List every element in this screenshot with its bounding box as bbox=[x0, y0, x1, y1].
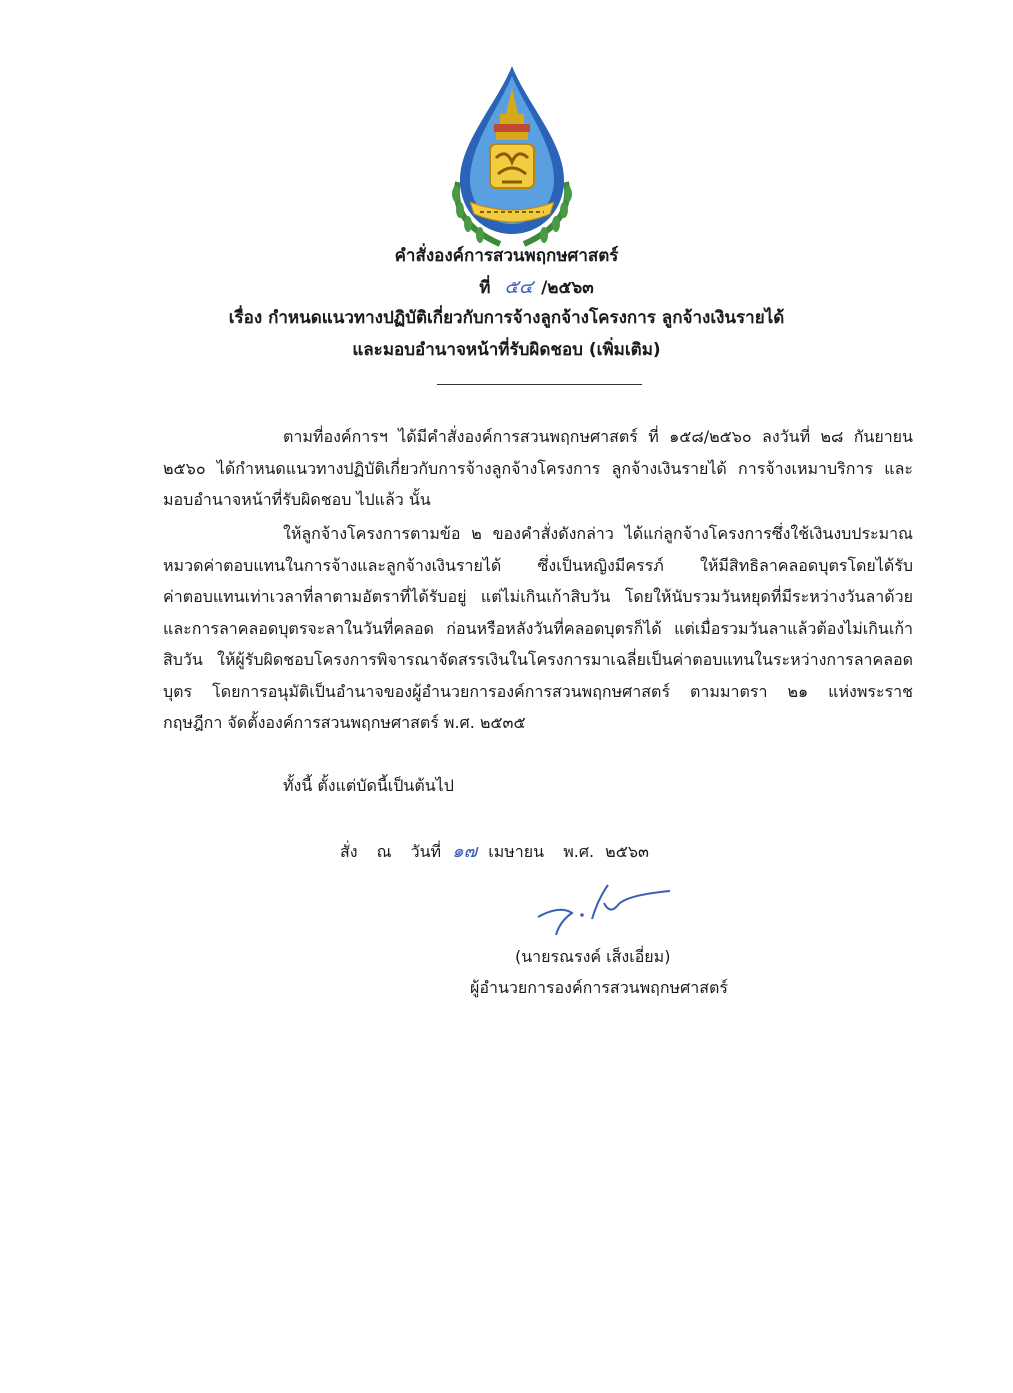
order-word: สั่ง bbox=[340, 842, 358, 861]
at-word: ณ bbox=[376, 842, 392, 861]
paragraph-line: ๒๕๖๐ ได้กำหนดแนวทางปฏิบัติเกี่ยวกับการจ้างลูกจ้างโครงการ ลูกจ้างเงินรายได้ การจ้างเหมาบริการ และ bbox=[163, 458, 913, 478]
order-number-handwritten: ๕๔ bbox=[504, 276, 534, 298]
paragraph-line: กฤษฎีกา จัดตั้งองค์การสวนพฤกษศาสตร์ พ.ศ. ๒๕๓๕ bbox=[163, 713, 526, 732]
order-number-suffix: /๒๕๖๓ bbox=[541, 278, 594, 298]
era: พ.ศ. bbox=[563, 842, 595, 861]
closing-statement: ทั้งนี้ ตั้งแต่บัดนี้เป็นต้นไป bbox=[283, 776, 454, 795]
signer-position: ผู้อำนวยการองค์การสวนพฤกษศาสตร์ bbox=[470, 978, 728, 997]
subject-line-1: เรื่อง กำหนดแนวทางปฏิบัติเกี่ยวกับการจ้างลูกจ้างโครงการ ลูกจ้างเงินรายได้ bbox=[228, 308, 785, 328]
paragraph-line: และการลาคลอดบุตรจะลาในวันที่คลอด ก่อนหรือหลังวันที่คลอดบุตรก็ได้ แต่เมื่อรวมวันลาแล้วต้องไม่เกินเก้า bbox=[163, 618, 913, 638]
month: เมษายน bbox=[488, 842, 545, 861]
paragraph-line: ค่าตอบแทนเท่าเวลาที่ลาตามอัตราที่ได้รับอยู่ แต่ไม่เกินเก้าสิบวัน โดยให้นับรวมวันหยุดที่มีระหว่างวันลาด้วย bbox=[163, 587, 913, 606]
date-prefix: วันที่ bbox=[410, 842, 442, 861]
signature-icon bbox=[530, 875, 680, 945]
header-divider bbox=[437, 384, 642, 385]
paragraph-1 bbox=[163, 421, 913, 516]
organization-logo-icon bbox=[440, 62, 584, 252]
day-handwritten: ๑๗ bbox=[452, 841, 478, 862]
paragraph-line: หมวดค่าตอบแทนในการจ้างและลูกจ้างเงินรายได้ ซึ่งเป็นหญิงมีครรภ์ ให้มีสิทธิลาคลอดบุตรโดยได้รับ bbox=[163, 555, 913, 575]
paragraph-line: บุตร โดยการอนุมัติเป็นอำนาจของผู้อำนวยการองค์การสวนพฤกษศาสตร์ ตามมาตรา ๒๑ แห่งพระราช bbox=[163, 681, 913, 701]
order-date bbox=[340, 836, 663, 865]
paragraph-line: ตามที่องค์การฯ ได้มีคำสั่งองค์การสวนพฤกษศาสตร์ ที่ ๑๕๘/๒๕๖๐ ลงวันที่ ๒๘ กันยายน bbox=[283, 427, 913, 446]
year: ๒๕๖๓ bbox=[605, 842, 649, 861]
paragraph-line: ให้ลูกจ้างโครงการตามข้อ ๒ ของคำสั่งดังกล่าว ได้แก่ลูกจ้างโครงการซึ่งใช้เงินงบประมาณ bbox=[283, 524, 913, 543]
order-number-prefix: ที่ bbox=[479, 278, 491, 298]
paragraph-line: มอบอำนาจหน้าที่รับผิดชอบ ไปแล้ว นั้น bbox=[163, 490, 431, 509]
order-number bbox=[30, 272, 1013, 302]
document-title: คำสั่งองค์การสวนพฤกษศาสตร์ bbox=[394, 246, 619, 266]
subject-line-2: และมอบอำนาจหน้าที่รับผิดชอบ (เพิ่มเติม) bbox=[352, 340, 661, 360]
paragraph-line: สิบวัน ให้ผู้รับผิดชอบโครงการพิจารณาจัดสรรเงินในโครงการมาเฉลี่ยเป็นค่าตอบแทนในระหว่างการลาคลอด bbox=[163, 650, 913, 669]
paragraph-2 bbox=[163, 518, 913, 739]
signer-name: (นายรณรงค์ เส็งเอี่ยม) bbox=[515, 947, 671, 966]
